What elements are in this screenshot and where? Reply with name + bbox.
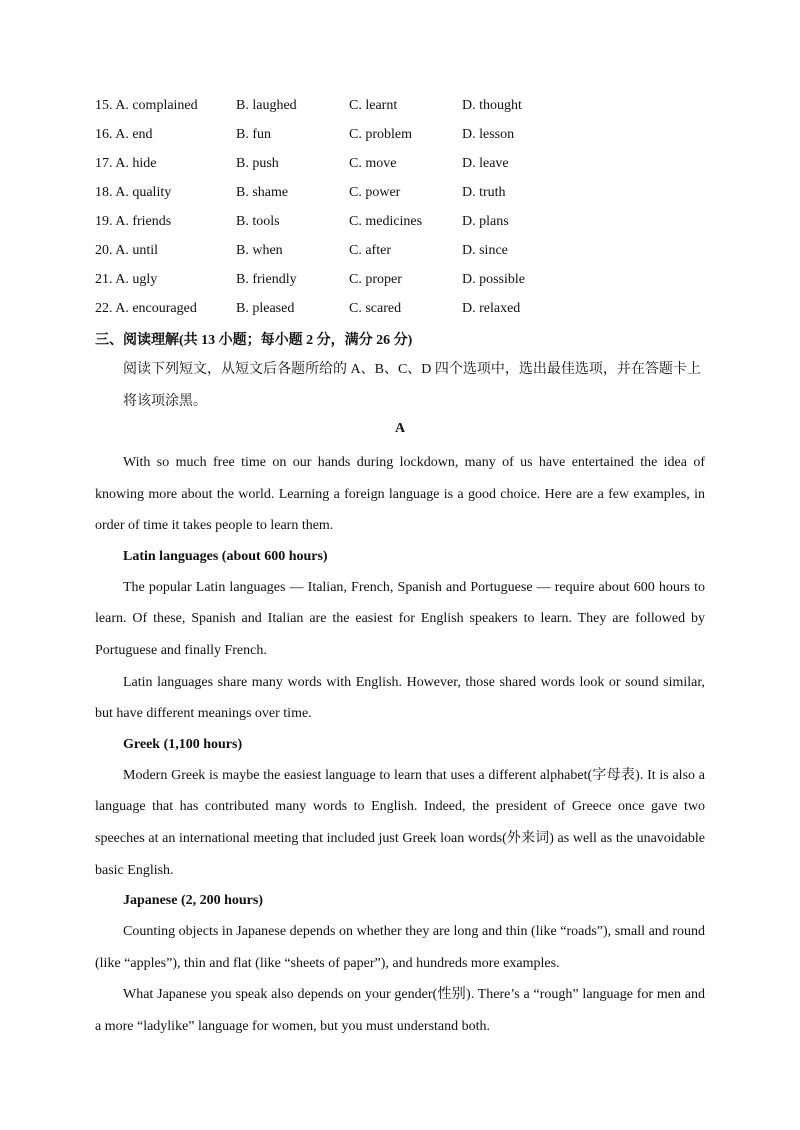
option-b: B. fun	[236, 127, 271, 142]
option-b: B. pleased	[236, 301, 295, 316]
section-title: 三、阅读理解(共 13 小题；每小题 2 分，满分 26 分)	[95, 333, 413, 348]
option-row-20	[95, 241, 715, 270]
option-b: B. friendly	[236, 272, 297, 287]
option-d: D. truth	[462, 185, 506, 200]
option-row-18	[95, 183, 715, 212]
japanese-paragraph-1: Counting objects in Japanese depends on whether they are long and thin (like “roads”), small and round (like “apples”), thin and flat (like “sheets of paper”), and hundreds more examples.	[95, 924, 705, 971]
option-c: C. power	[349, 185, 401, 200]
option-b: B. when	[236, 243, 283, 258]
latin-paragraph-1: The popular Latin languages — Italian, French, Spanish and Portuguese — require about 600 hours to learn. Of these, Spanish and Italian are the easiest for English speakers to learn. They are followed by Portuguese and finally French.	[95, 579, 705, 658]
option-row-17	[95, 154, 715, 183]
option-c: C. problem	[349, 127, 412, 142]
option-b: B. push	[236, 156, 279, 171]
option-b: B. shame	[236, 185, 289, 200]
option-c: C. move	[349, 156, 397, 171]
option-d: D. thought	[462, 98, 522, 113]
option-d: D. relaxed	[462, 301, 521, 316]
instruction-line-1: 阅读下列短文，从短文后各题所给的 A、B、C、D 四个选项中，选出最佳选项，并在答题卡上	[123, 362, 701, 377]
option-d: D. possible	[462, 272, 525, 287]
passage-label: A	[394, 421, 406, 436]
answer-options-table	[95, 96, 715, 328]
option-row-16	[95, 125, 715, 154]
option-c: C. medicines	[349, 214, 423, 229]
option-c: C. after	[349, 243, 391, 258]
option-d: D. leave	[462, 156, 509, 171]
japanese-paragraph-2: What Japanese you speak also depends on your gender(性别). There’s a “rough” language for men and a more “ladylike” language for women, but you must understand both.	[95, 987, 705, 1034]
greek-heading: Greek (1,100 hours)	[123, 736, 243, 752]
option-row-21	[95, 270, 715, 299]
option-d: D. since	[462, 243, 508, 258]
greek-paragraph-1: Modern Greek is maybe the easiest language to learn that uses a different alphabet(字母表). It is also a language that has contributed many words to English. Indeed, the president of Greece once gave two speeches at an international meeting that included just Greek loan words(外来词) as well as the unavoidable basic English.	[95, 767, 705, 878]
option-c: C. proper	[349, 272, 402, 287]
option-b: B. tools	[236, 214, 280, 229]
option-a: 22. A. encouraged	[95, 301, 197, 316]
option-row-15	[95, 96, 715, 125]
option-row-19	[95, 212, 715, 241]
latin-heading: Latin languages (about 600 hours)	[123, 548, 328, 564]
option-a: 16. A. end	[95, 127, 153, 142]
japanese-heading: Japanese (2, 200 hours)	[123, 893, 264, 909]
option-row-22	[95, 299, 715, 328]
latin-paragraph-2: Latin languages share many words with English. However, those shared words look or sound similar, but have different meanings over time.	[95, 674, 705, 722]
option-d: D. plans	[462, 214, 509, 229]
option-b: B. laughed	[236, 98, 297, 113]
option-a: 21. A. ugly	[95, 272, 158, 287]
instruction-line-2: 将该项涂黑。	[123, 394, 207, 409]
option-a: 17. A. hide	[95, 156, 157, 171]
option-a: 19. A. friends	[95, 214, 172, 229]
option-d: D. lesson	[462, 127, 515, 142]
passage-body	[95, 447, 705, 1043]
option-c: C. scared	[349, 301, 402, 316]
intro-paragraph: With so much free time on our hands during lockdown, many of us have entertained the idea of knowing more about the world. Learning a foreign language is a good choice. Here are a few examples, in order of time it takes people to learn them.	[95, 455, 705, 534]
option-a: 18. A. quality	[95, 185, 172, 200]
option-a: 15. A. complained	[95, 98, 198, 113]
option-c: C. learnt	[349, 98, 398, 113]
option-a: 20. A. until	[95, 243, 159, 258]
